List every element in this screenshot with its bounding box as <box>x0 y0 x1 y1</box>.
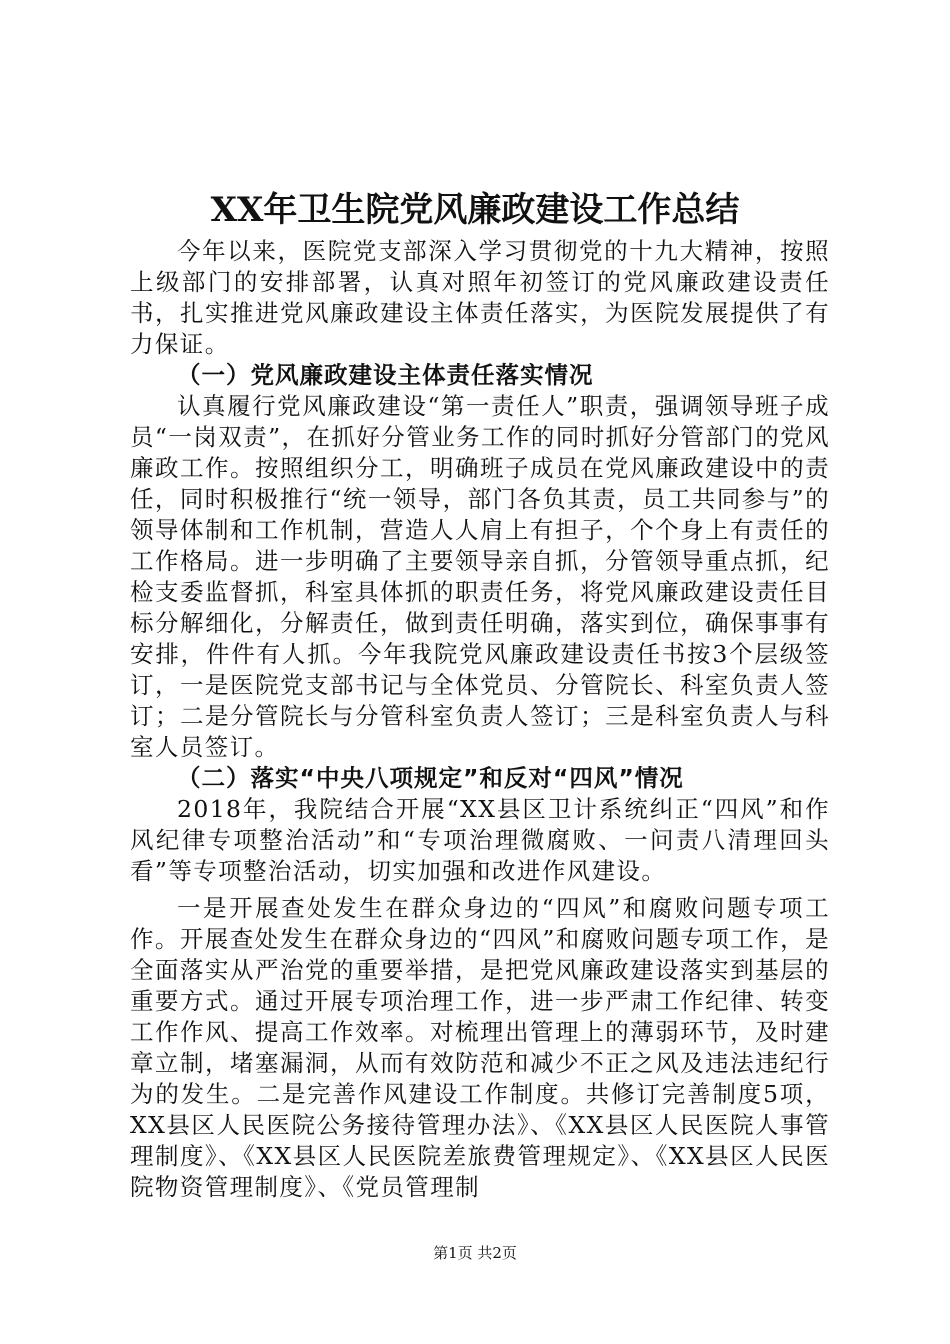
section-2-paragraph-1: 2018年，我院结合开展“XX县区卫计系统纠正“四风”和作风纪律专项整治活动”和“专项治理微腐败、一问责八清理回头看”等专项整治活动，切实加强和改进作风建设。 <box>130 795 830 885</box>
section-2-heading: （二）落实“中央八项规定”和反对“四风”情况 <box>177 764 684 792</box>
document-body <box>130 236 830 1203</box>
document-title: XX年卫生院党风廉政建设工作总结 <box>210 190 740 230</box>
section-1-paragraph: 认真履行党风廉政建设“第一责任人”职责，强调领导班子成员“一岗双责”，在抓好分管业务工作的同时抓好分管部门的党风廉政工作。按照组织分工，明确班子成员在党风廉政建设中的责任，同时积极推行“统一领导，部门各负其责，员工共同参与”的领导体制和工作机制，营造人人肩上有担子，个个身上有责任的工作格局。进一步明确了主要领导亲自抓，分管领导重点抓，纪检支委监督抓，科室具体抓的职责任务，将党风廉政建设责任目标分解细化，分解责任，做到责任明确，落实到位，确保事事有安排，件件有人抓。今年我院党风廉政建设责任书按3个层级签订，一是医院党支部书记与全体党员、分管院长、科室负责人签订；二是分管院长与分管科室负责人签订；三是科室负责人与科室人员签订。 <box>130 392 830 761</box>
section-2-paragraph-2: 一是开展查处发生在群众身边的“四风”和腐败问题专项工作。开展查处发生在群众身边的“四风”和腐败问题专项工作，是全面落实从严治党的重要举措，是把党风廉政建设落实到基层的重要方式。通过开展专项治理工作，进一步严肃工作纪律、转变工作作风、提高工作效率。对梳理出管理上的薄弱环节，及时建章立制，堵塞漏洞，从而有效防范和减少不正之风及违法违纪行为的发生。二是完善作风建设工作制度。共修订完善制度5项，XX县区人民医院公务接待管理办法》、《XX县区人民医院人事管理制度》、《XX县区人民医院差旅费管理规定》、《XX县区人民医院物资管理制度》、《党员管理制 <box>130 894 830 1201</box>
page-footer: 第1页 共2页 <box>433 1244 517 1262</box>
intro-paragraph: 今年以来，医院党支部深入学习贯彻党的十九大精神，按照上级部门的安排部署，认真对照年初签订的党风廉政建设责任书，扎实推进党风廉政建设主体责任落实，为医院发展提供了有力保证。 <box>130 237 830 358</box>
section-1-heading: （一）党风廉政建设主体责任落实情况 <box>177 361 594 389</box>
